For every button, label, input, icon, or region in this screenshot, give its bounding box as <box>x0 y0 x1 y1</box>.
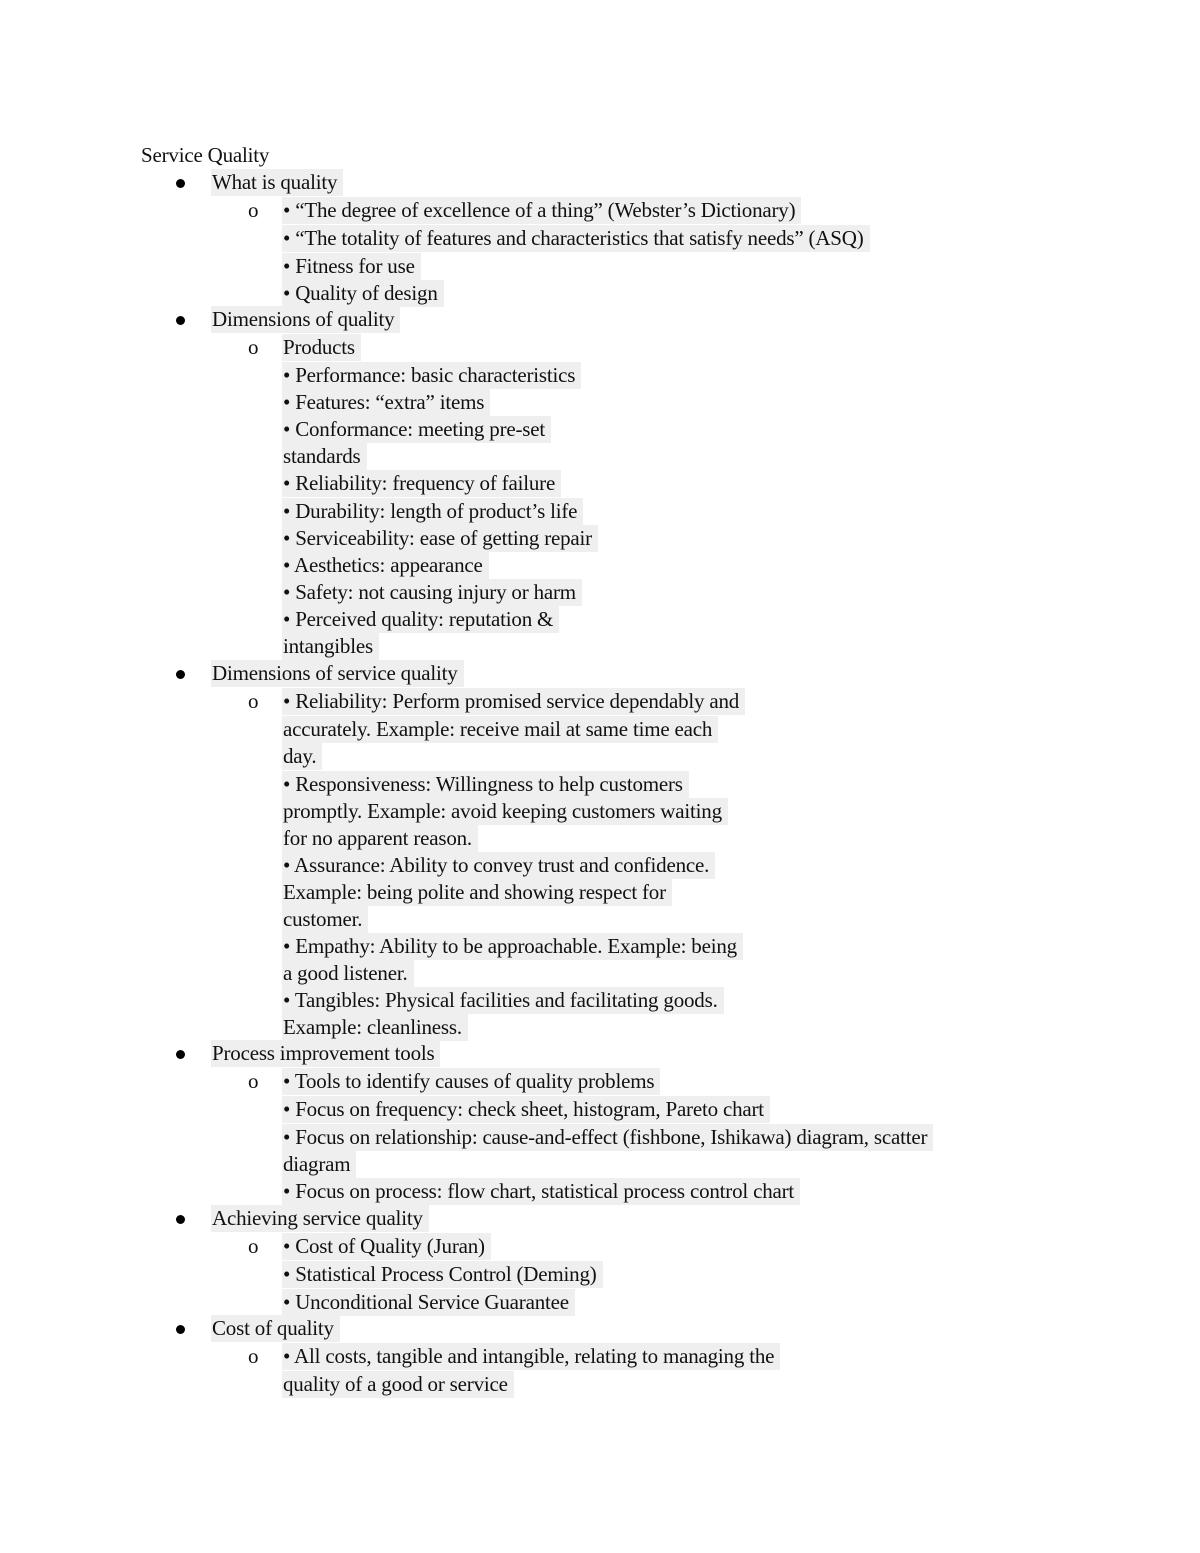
list-item: • Safety: not causing injury or harm <box>282 579 582 606</box>
list-item: intangibles <box>282 633 379 660</box>
list-item: standards <box>282 443 367 470</box>
section-heading: What is quality <box>211 169 343 196</box>
list-item: • Performance: basic characteristics <box>282 362 581 389</box>
list-item: for no apparent reason. <box>282 825 478 852</box>
list-item: a good listener. <box>282 960 414 987</box>
list-item: • Responsiveness: Willingness to help customers <box>282 771 689 798</box>
list-item: • Statistical Process Control (Deming) <box>282 1261 603 1288</box>
list-item: • Perceived quality: reputation & <box>282 606 559 633</box>
bullet-icon <box>176 1050 185 1059</box>
section-heading: Cost of quality <box>211 1315 340 1342</box>
list-item: • Durability: length of product’s life <box>282 498 583 525</box>
list-item: • Quality of design <box>282 280 444 307</box>
bullet-icon <box>176 1325 185 1334</box>
sub-bullet-icon: o <box>248 689 259 713</box>
list-item: • Conformance: meeting pre-set <box>282 416 551 443</box>
bullet-icon <box>176 670 185 679</box>
sub-bullet-icon: o <box>248 198 259 222</box>
list-item: quality of a good or service <box>282 1371 514 1398</box>
section-heading: Dimensions of quality <box>211 306 400 333</box>
list-item: customer. <box>282 906 368 933</box>
bullet-icon <box>176 179 185 188</box>
list-item: Example: cleanliness. <box>282 1014 468 1041</box>
list-item: • “The degree of excellence of a thing” (Webster’s Dictionary) <box>282 197 801 224</box>
list-item: • All costs, tangible and intangible, relating to managing the <box>282 1343 780 1370</box>
list-item: • Empathy: Ability to be approachable. Example: being <box>282 933 743 960</box>
list-item: • Assurance: Ability to convey trust and confidence. <box>282 852 715 879</box>
list-item: diagram <box>282 1151 356 1178</box>
list-item: • Reliability: Perform promised service dependably and <box>282 688 745 715</box>
list-item: accurately. Example: receive mail at same time each <box>282 716 718 743</box>
sub-bullet-icon: o <box>248 1234 259 1258</box>
list-item: • Features: “extra” items <box>282 389 490 416</box>
section-heading: Achieving service quality <box>211 1205 429 1232</box>
list-item: • Cost of Quality (Juran) <box>282 1233 491 1260</box>
list-item: • Focus on relationship: cause-and-effect (fishbone, Ishikawa) diagram, scatter <box>282 1124 933 1151</box>
list-item: day. <box>282 743 322 770</box>
list-item: • Reliability: frequency of failure <box>282 470 561 497</box>
list-item: • Focus on frequency: check sheet, histogram, Pareto chart <box>282 1096 770 1123</box>
list-item: • Fitness for use <box>282 253 421 280</box>
list-item: • Aesthetics: appearance <box>282 552 489 579</box>
bullet-icon <box>176 1215 185 1224</box>
list-item: promptly. Example: avoid keeping customers waiting <box>282 798 728 825</box>
list-item: Products <box>282 334 361 361</box>
section-heading: Process improvement tools <box>211 1040 440 1067</box>
sub-bullet-icon: o <box>248 335 259 359</box>
list-item: Example: being polite and showing respect for <box>282 879 672 906</box>
sub-bullet-icon: o <box>248 1069 259 1093</box>
section-heading: Dimensions of service quality <box>211 660 464 687</box>
page-title: Service Quality <box>141 143 270 167</box>
list-item: • Tools to identify causes of quality problems <box>282 1068 660 1095</box>
list-item: • “The totality of features and characteristics that satisfy needs” (ASQ) <box>282 225 870 252</box>
list-item: • Tangibles: Physical facilities and facilitating goods. <box>282 987 724 1014</box>
sub-bullet-icon: o <box>248 1344 259 1368</box>
list-item: • Serviceability: ease of getting repair <box>282 525 598 552</box>
bullet-icon <box>176 316 185 325</box>
list-item: • Focus on process: flow chart, statistical process control chart <box>282 1178 800 1205</box>
list-item: • Unconditional Service Guarantee <box>282 1289 575 1316</box>
